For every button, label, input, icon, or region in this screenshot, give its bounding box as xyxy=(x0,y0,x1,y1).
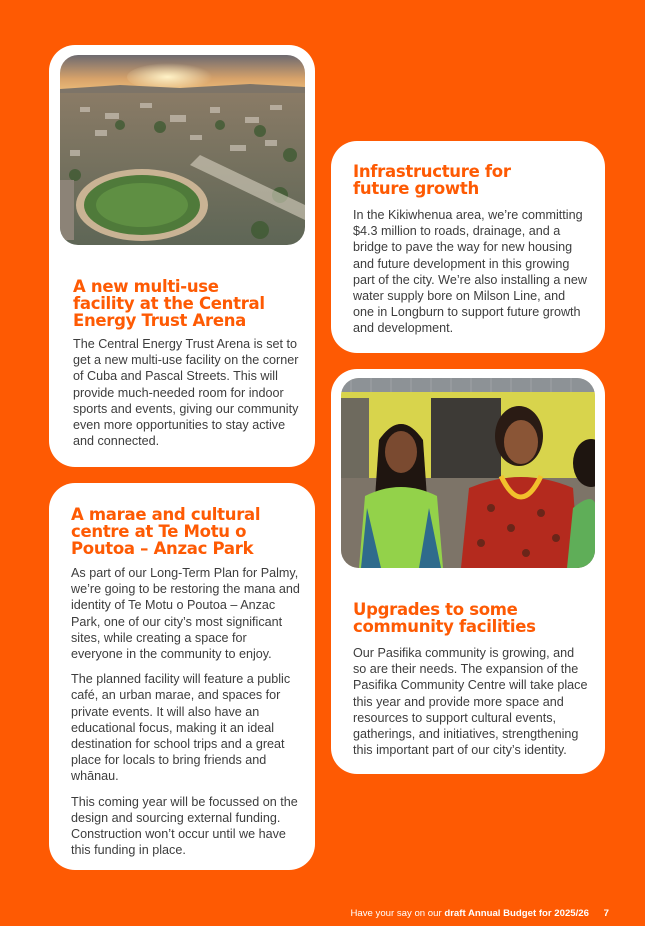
card-community xyxy=(331,369,605,774)
infrastructure-title: Infrastructure for future growth xyxy=(353,162,511,198)
marae-title: A marae and cultural centre at Te Motu o Poutoa – Anzac Park xyxy=(71,505,261,558)
footer-budget-title: draft Annual Budget for 2025/26 xyxy=(444,908,589,919)
marae-body xyxy=(71,565,301,867)
card-marae xyxy=(49,483,315,870)
marae-paragraph-2: The planned facility will feature a public café, an urban marae, and spaces for private events. It will also have an educational focus, making it an ideal destination for school trips and a great place for locals to bring friends and whānau. xyxy=(71,672,291,784)
page-number: 7 xyxy=(603,908,609,919)
footer-prefix: Have your say on our xyxy=(350,908,442,919)
arena-title: A new multi-use facility at the Central Energy Trust Arena xyxy=(73,277,265,330)
community-title: Upgrades to some community facilities xyxy=(353,600,536,636)
card-infrastructure xyxy=(331,141,605,353)
marae-paragraph-3: This coming year will be focussed on the design and sourcing external funding. Construction won’t occur until we have this funding in place. xyxy=(71,794,298,858)
page-footer xyxy=(0,908,609,919)
pasifika-photo xyxy=(341,378,595,568)
marae-paragraph-1: As part of our Long-Term Plan for Palmy, we’re going to be restoring the mana and identity of Te Motu o Poutoa – Anzac Park, one of our city’s most significant sites, while creating a space for everyone in the community to enjoy. xyxy=(71,566,300,662)
card-arena xyxy=(49,45,315,467)
infrastructure-body: In the Kikiwhenua area, we’re committing $4.3 million to roads, drainage, and a bridge to pave the way for new housing and future development in this growing part of the city. We’re also installing a new water supply bore on Milson Line, and one in Longburn to support future growth and development. xyxy=(353,208,588,336)
community-body: Our Pasifika community is growing, and so are their needs. The expansion of the Pasifika Community Centre will take place this year and provide more space and resources to support cultural events, gatherings, and initiatives, strengthening this important part of our city’s identity. xyxy=(353,646,588,758)
arena-body: The Central Energy Trust Arena is set to get a new multi-use facility on the corner of Cuba and Pascal Streets. This will provide much-needed room for indoor sports and events, giving our community even more opportunities to stay active and connected. xyxy=(73,337,299,449)
arena-aerial-photo xyxy=(60,55,305,245)
